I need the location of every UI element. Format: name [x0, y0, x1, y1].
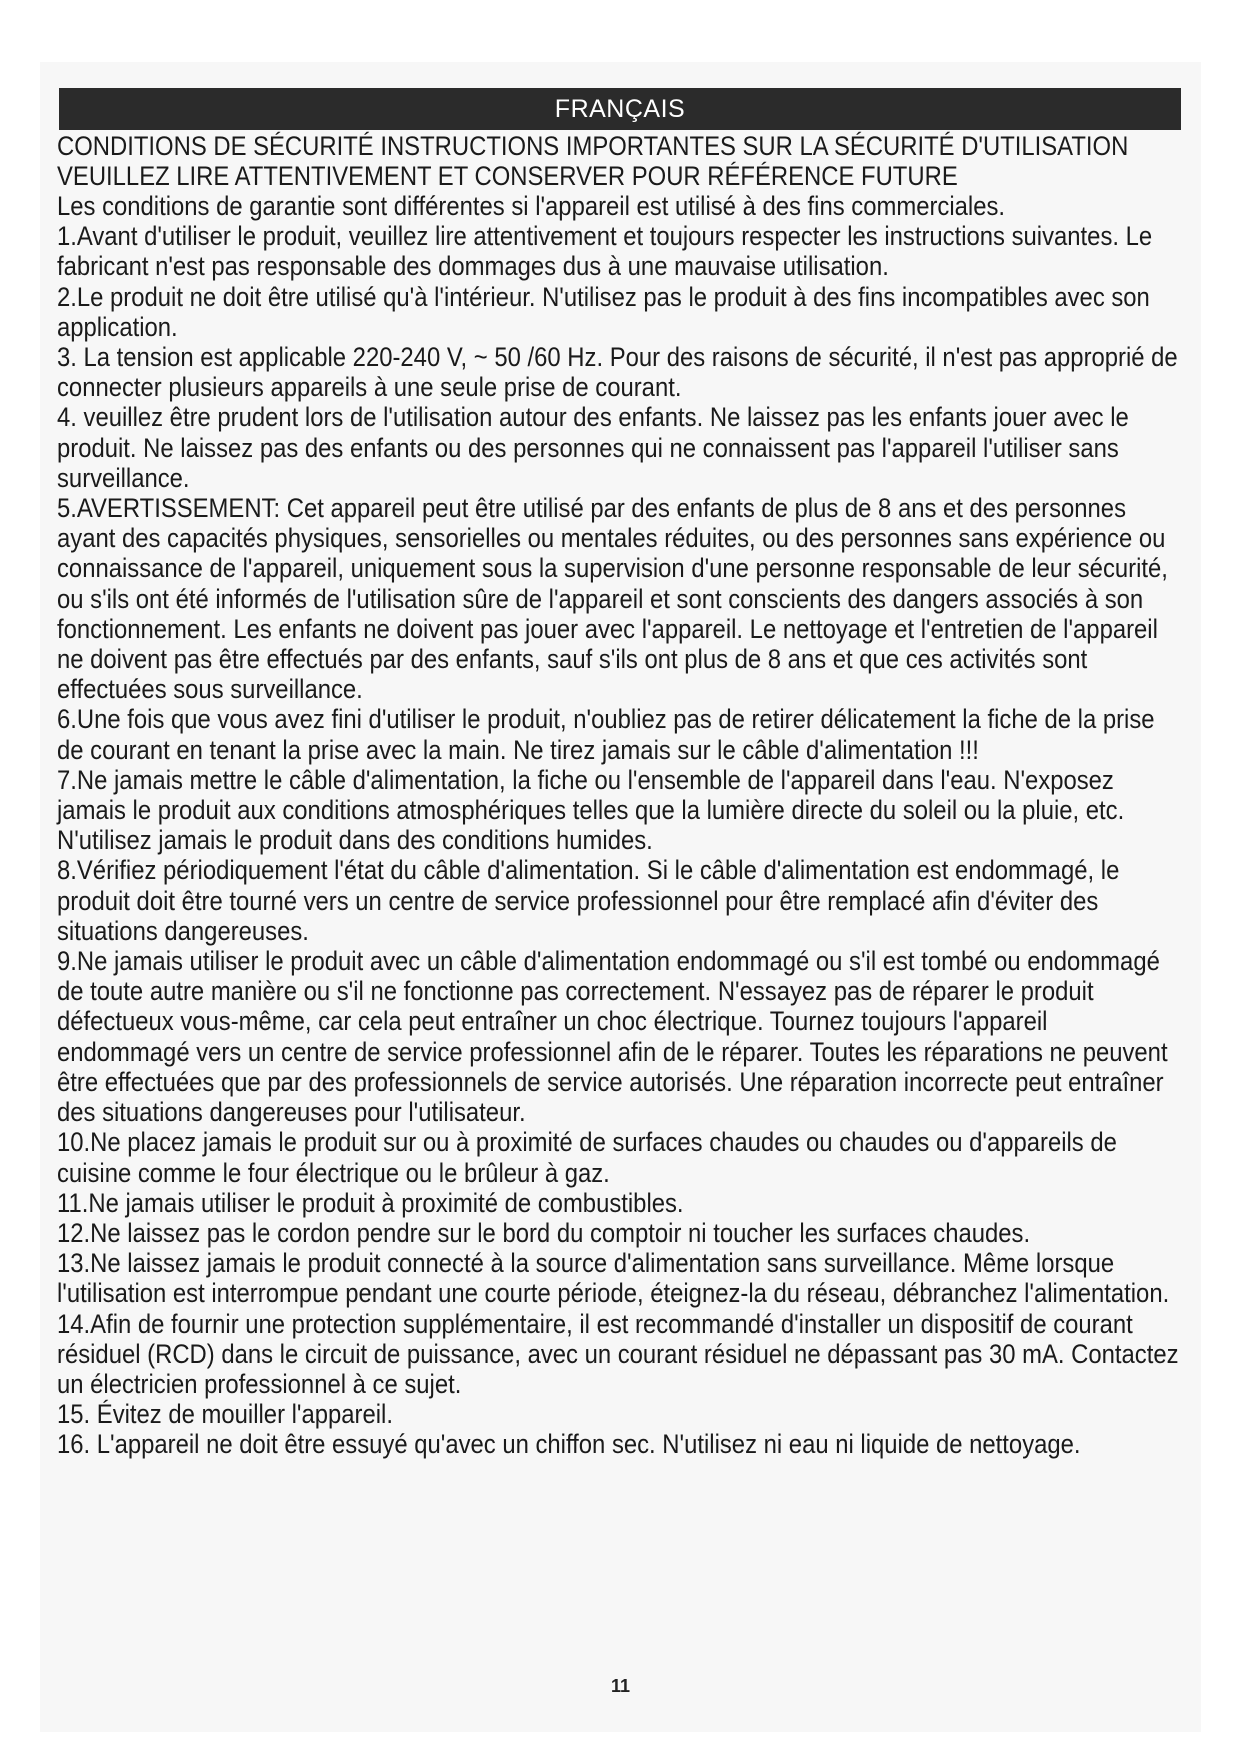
instruction-item-13: 13.Ne laissez jamais le produit connecté à la source d'alimentation sans surveillance. Même lorsque l'utilisation est interrompue pendant une courte période, éteignez-la du réseau, débranchez l'alimentation.	[57, 1248, 1170, 1309]
section-title: CONDITIONS DE SÉCURITÉ INSTRUCTIONS IMPORTANTES SUR LA SÉCURITÉ D'UTILISATION VEUILLEZ LIRE ATTENTIVEMENT ET CONSERVER POUR RÉFÉRENCE FUTURE	[57, 131, 1129, 191]
instruction-item-11: 11.Ne jamais utiliser le produit à proximité de combustibles.	[57, 1187, 684, 1218]
instruction-item-9: 9.Ne jamais utiliser le produit avec un câble d'alimentation endommagé ou s'il est tombé ou endommagé de toute autre manière ou s'il ne fonctionne pas correctement. N'essayez pas de réparer le produit défectueux vous-même, car cela peut entraîner un choc électrique. Tournez toujours l'appareil endommagé vers un centre de service professionnel afin de le réparer. Toutes les réparations ne peuvent être effectuées que par des professionnels de service autorisés. Une réparation incorrecte peut entraîner des situations dangereuses pour l'utilisateur.	[57, 946, 1168, 1128]
instruction-item-15: 15. Évitez de mouiller l'appareil.	[57, 1399, 393, 1430]
instruction-item-10: 10.Ne placez jamais le produit sur ou à proximité de surfaces chaudes ou chaudes ou d'appareils de cuisine comme le four électrique ou le brûleur à gaz.	[57, 1127, 1117, 1188]
language-header-bar: FRANÇAIS	[59, 88, 1181, 130]
instruction-item-6: 6.Une fois que vous avez fini d'utiliser le produit, n'oubliez pas de retirer délicatement la fiche de la prise de courant en tenant la prise avec la main. Ne tirez jamais sur le câble d'alimentation !!!	[57, 704, 1155, 765]
instruction-item-7: 7.Ne jamais mettre le câble d'alimentation, la fiche ou l'ensemble de l'appareil dans l'eau. N'exposez jamais le produit aux conditions atmosphériques telles que la lumière directe du soleil ou la pluie, etc. N'utilisez jamais le produit dans des conditions humides.	[57, 764, 1125, 856]
instruction-item-4: 4. veuillez être prudent lors de l'utilisation autour des enfants. Ne laissez pas les enfants jouer avec le produit. Ne laissez pas des enfants ou des personnes qui ne connaissent pas l'appareil l'utiliser sans surveillance.	[57, 402, 1129, 493]
warranty-note: Les conditions de garantie sont différentes si l'appareil est utilisé à des fins commerciales.	[57, 191, 1006, 221]
instruction-item-16: 16. L'appareil ne doit être essuyé qu'avec un chiffon sec. N'utilisez ni eau ni liquide de nettoyage.	[57, 1429, 1081, 1460]
instruction-item-2: 2.Le produit ne doit être utilisé qu'à l'intérieur. N'utilisez pas le produit à des fins incompatibles avec son application.	[57, 281, 1150, 342]
page-number: 11	[610, 1676, 631, 1696]
instruction-item-1: 1.Avant d'utiliser le produit, veuillez lire attentivement et toujours respecter les instructions suivantes. Le fabricant n'est pas responsable des dommages dus à une mauvaise utilisation.	[57, 221, 1153, 282]
instruction-item-5: 5.AVERTISSEMENT: Cet appareil peut être utilisé par des enfants de plus de 8 ans et des personnes ayant des capacités physiques, sensorielles ou mentales réduites, ou des personnes sans expérience ou connaissance de l'appareil, uniquement sous la supervision d'une personne responsable de leur sécurité, ou s'ils ont été informés de l'utilisation sûre de l'appareil et sont conscients des dangers associés à son fonctionnement. Les enfants ne doivent pas jouer avec l'appareil. Le nettoyage et l'entretien de l'appareil ne doivent pas être effectués par des enfants, sauf s'ils ont plus de 8 ans et que ces activités sont effectuées sous surveillance.	[57, 493, 1168, 705]
instruction-item-14: 14.Afin de fournir une protection supplémentaire, il est recommandé d'installer un dispositif de courant résiduel (RCD) dans le circuit de puissance, avec un courant résiduel ne dépassant pas 30 mA. Contactez un électricien professionnel à ce sujet.	[57, 1308, 1179, 1399]
instruction-item-12: 12.Ne laissez pas le cordon pendre sur le bord du comptoir ni toucher les surfaces chaudes.	[57, 1217, 1031, 1248]
instruction-item-3: 3. La tension est applicable 220-240 V, ~ 50 /60 Hz. Pour des raisons de sécurité, il n'est pas approprié de connecter plusieurs appareils à une seule prise de courant.	[57, 342, 1178, 403]
instruction-item-8: 8.Vérifiez périodiquement l'état du câble d'alimentation. Si le câble d'alimentation est endommagé, le produit doit être tourné vers un centre de service professionnel pour être remplacé afin d'éviter des situations dangereuses.	[57, 855, 1120, 946]
safety-instructions	[57, 131, 1179, 1460]
